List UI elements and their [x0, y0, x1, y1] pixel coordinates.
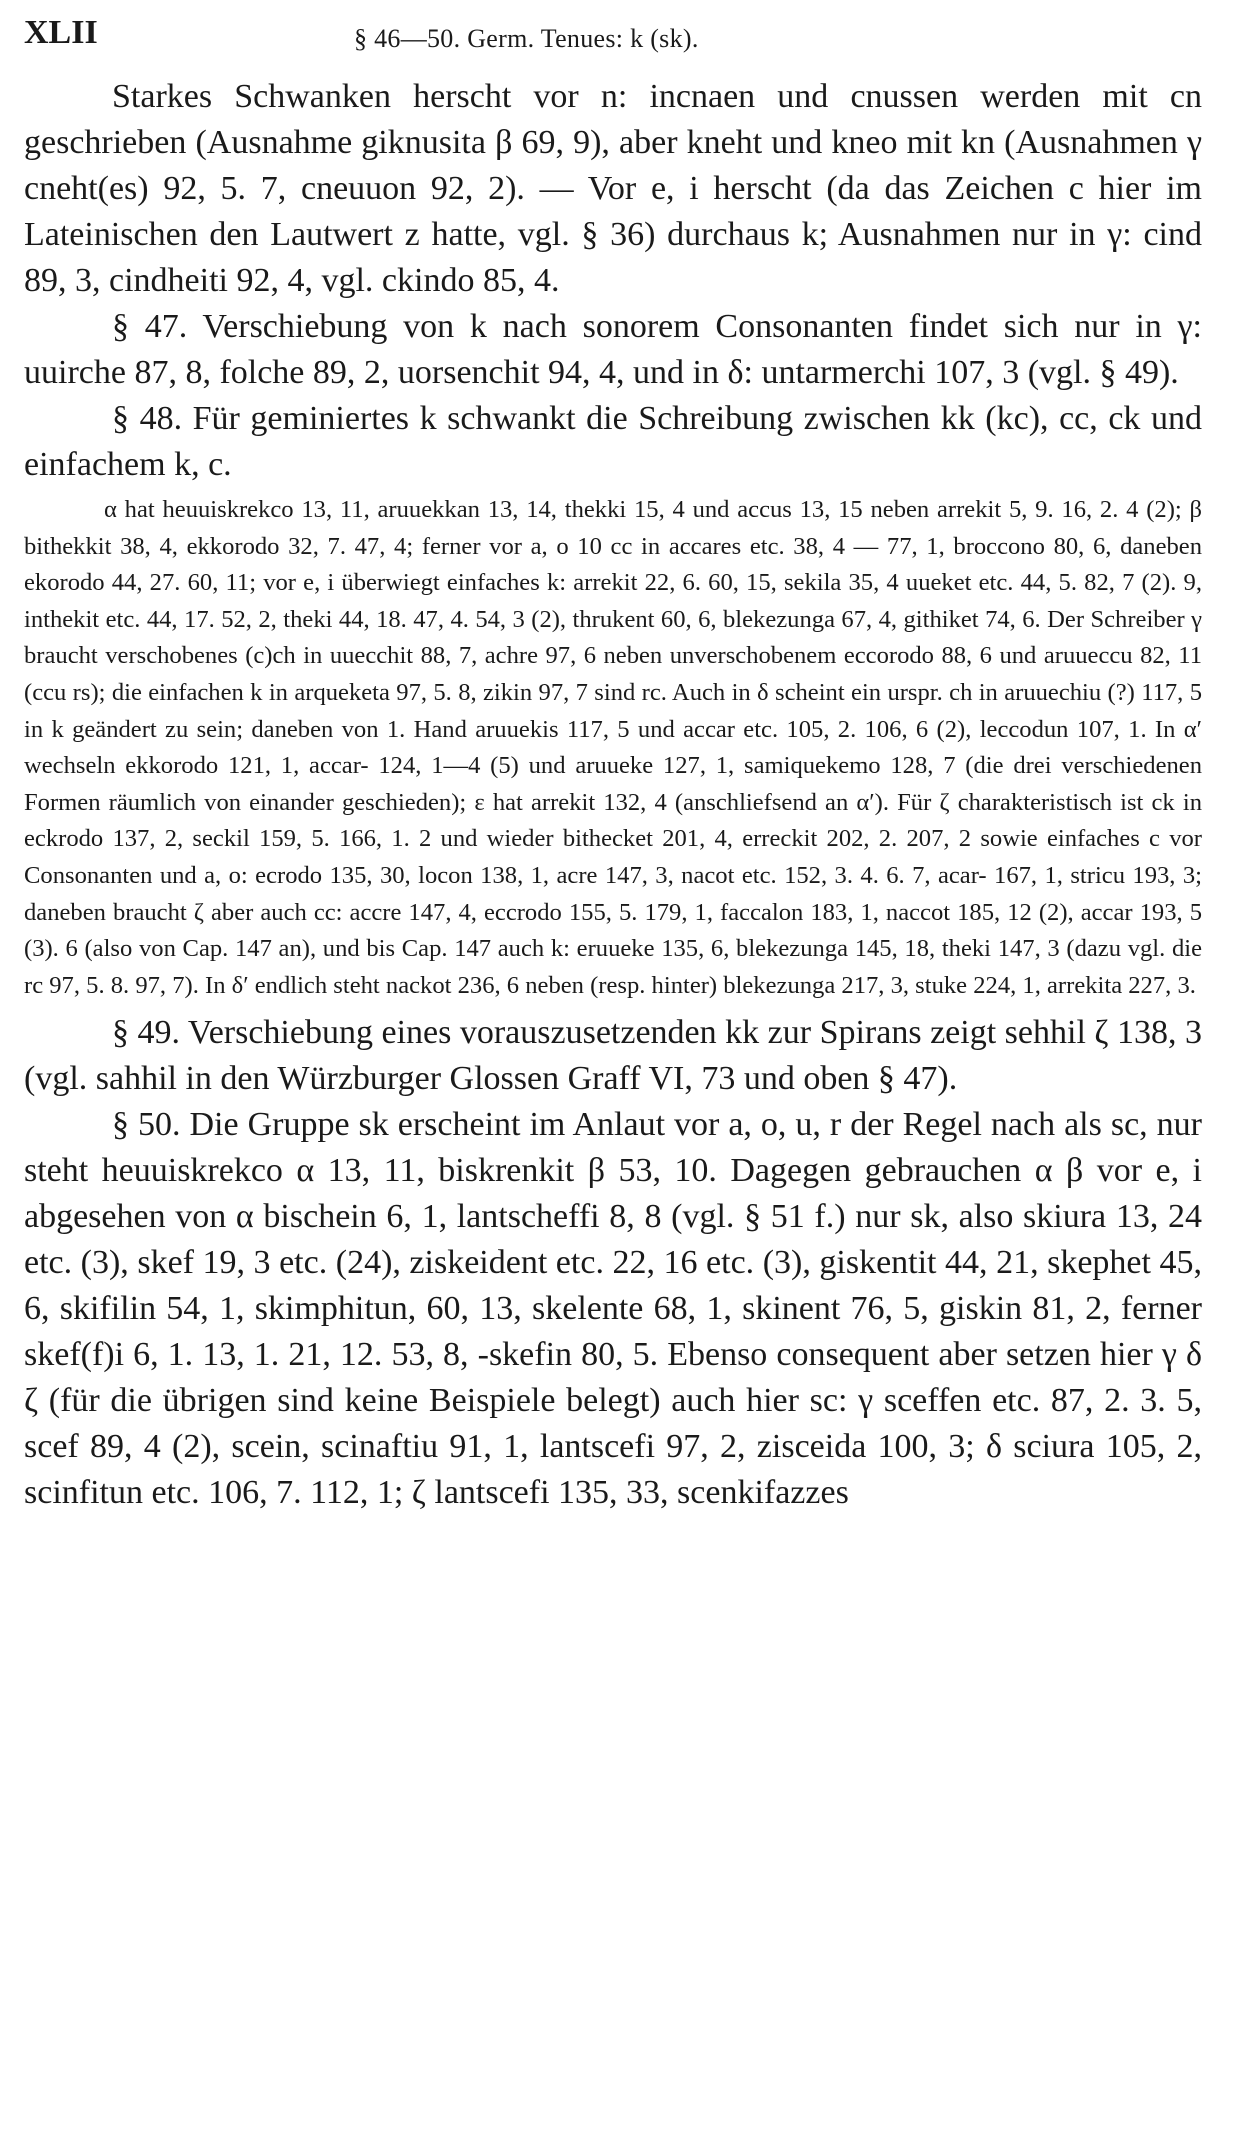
running-title: § 46—50. Germ. Tenues: k (sk). [354, 24, 699, 53]
paragraph-50: § 50. Die Gruppe sk erscheint im Anlaut vor a, o, u, r der Regel nach als sc, nur steht heuuiskrekco α 13, 11, biskrenkit β 53, 10. Dagegen gebrauchen α β vor e, i abgesehen von α bischein 6, 1, lantscheffi 8, 8 (vgl. § 51 f.) nur sk, also skiura 13, 24 etc. (3), skef 19, 3 etc. (24), ziskeident etc. 22, 16 etc. (3), giskentit 44, 21, skephet 45, 6, skifilin 54, 1, skimphitun, 60, 13, skelente 68, 1, skinent 76, 5, giskin 81, 2, ferner skef(f)i 6, 1. 13, 1. 21, 12. 53, 8, -skefin 80, 5. Ebenso consequent aber setzen hier γ δ ζ (für die übrigen sind keine Beispiele belegt) auch hier sc: γ sceffen etc. 87, 2. 3. 5, scef 89, 4 (2), scein, scinaftiu 91, 1, lantscefi 97, 2, zisceida 100, 3; δ sciura 105, 2, scinfitun etc. 106, 7. 112, 1; ζ lantscefi 135, 33, scenkifazzes [24, 1106, 1202, 1512]
page-number: XLII [24, 14, 98, 51]
page-header [24, 14, 1202, 74]
paragraph-47: § 47. Verschiebung von k nach sonorem Consonanten findet sich nur in γ: uuirche 87, 8, folche 89, 2, uorsenchit 94, 4, und in δ: untarmerchi 107, 3 (vgl. § 49). [24, 308, 1202, 391]
paragraph-49: § 49. Verschiebung eines vorauszusetzenden kk zur Spirans zeigt sehhil ζ 138, 3 (vgl. sahhil in den Würzburger Glossen Graff VI, 73 und oben § 47). [24, 1014, 1202, 1098]
paragraph-48-note: α hat heuuiskrekco 13, 11, aruuekkan 13, 14, thekki 15, 4 und accus 13, 15 neben arrekit 5, 9. 16, 2. 4 (2); β bithekkit 38, 4, ekkorodo 32, 7. 47, 4; ferner vor a, o 10 cc in accares etc. 38, 4 — 77, 1, broccono 80, 6, daneben ekorodo 44, 27. 60, 11; vor e, i überwiegt einfaches k: arrekit 22, 6. 60, 15, sekila 35, 4 uueket etc. 44, 5. 82, 7 (2). 9, inthekit etc. 44, 17. 52, 2, theki 44, 18. 47, 4. 54, 3 (2), thrukent 60, 6, blekezunga 67, 4, githiket 74, 6. Der Schreiber γ braucht verschobenes (c)ch in uuecchit 88, 7, achre 97, 6 neben unverschobenem eccorodo 88, 6 und aruueccu 82, 11 (ccu rs); die einfachen k in arqueketa 97, 5. 8, zikin 97, 7 sind rc. Auch in δ scheint ein urspr. ch in aruuechiu (?) 117, 5 in k geändert zu sein; daneben von 1. Hand aruuekis 117, 5 und accar etc. 105, 2. 106, 6 (2), leccodun 107, 1. In α′ wechseln ekkorodo 121, 1, accar- 124, 1—4 (5) und aruueke 127, 1, samiquekemo 128, 7 (die drei verschiedenen Formen räumlich von einander geschieden); ε hat arrekit 132, 4 (anschliefsend an α′). Für ζ charakteristisch ist ck in eckrodo 137, 2, seckil 159, 5. 166, 1. 2 und wieder bithecket 201, 4, erreckit 202, 2. 207, 2 sowie einfaches c vor Consonanten und a, o: ecrodo 135, 30, locon 138, 1, acre 147, 3, nacot etc. 152, 3. 4. 6. 7, acar- 167, 1, stricu 193, 3; daneben braucht ζ aber auch cc: accre 147, 4, eccrodo 155, 5. 179, 1, faccalon 183, 1, naccot 185, 12 (2), accar 193, 5 (3). 6 (also von Cap. 147 an), und bis Cap. 147 auch k: eruueke 135, 6, blekezunga 145, 18, theki 147, 3 (dazu vgl. die rc 97, 5. 8. 97, 7). In δ′ endlich steht nackot 236, 6 neben (resp. hinter) blekezunga 217, 3, stuke 224, 1, arrekita 227, 3. [24, 496, 1202, 999]
paragraph-46: Starkes Schwanken herscht vor n: incnaen und cnussen werden mit cn geschrieben (Ausnahme giknusita β 69, 9), aber kneht und kneo mit kn (Ausnahmen γ cneht(es) 92, 5. 7, cneuuon 92, 2). — Vor e, i herscht (da das Zeichen c hier im Lateinischen den Lautwert z hatte, vgl. § 36) durchaus k; Ausnahmen nur in γ: cind 89, 3, cindheiti 92, 4, vgl. ckindo 85, 4. [24, 78, 1202, 299]
paragraph-48: § 48. Für geminiertes k schwankt die Schreibung zwischen kk (kc), cc, ck und einfachem k, c. [24, 400, 1202, 483]
